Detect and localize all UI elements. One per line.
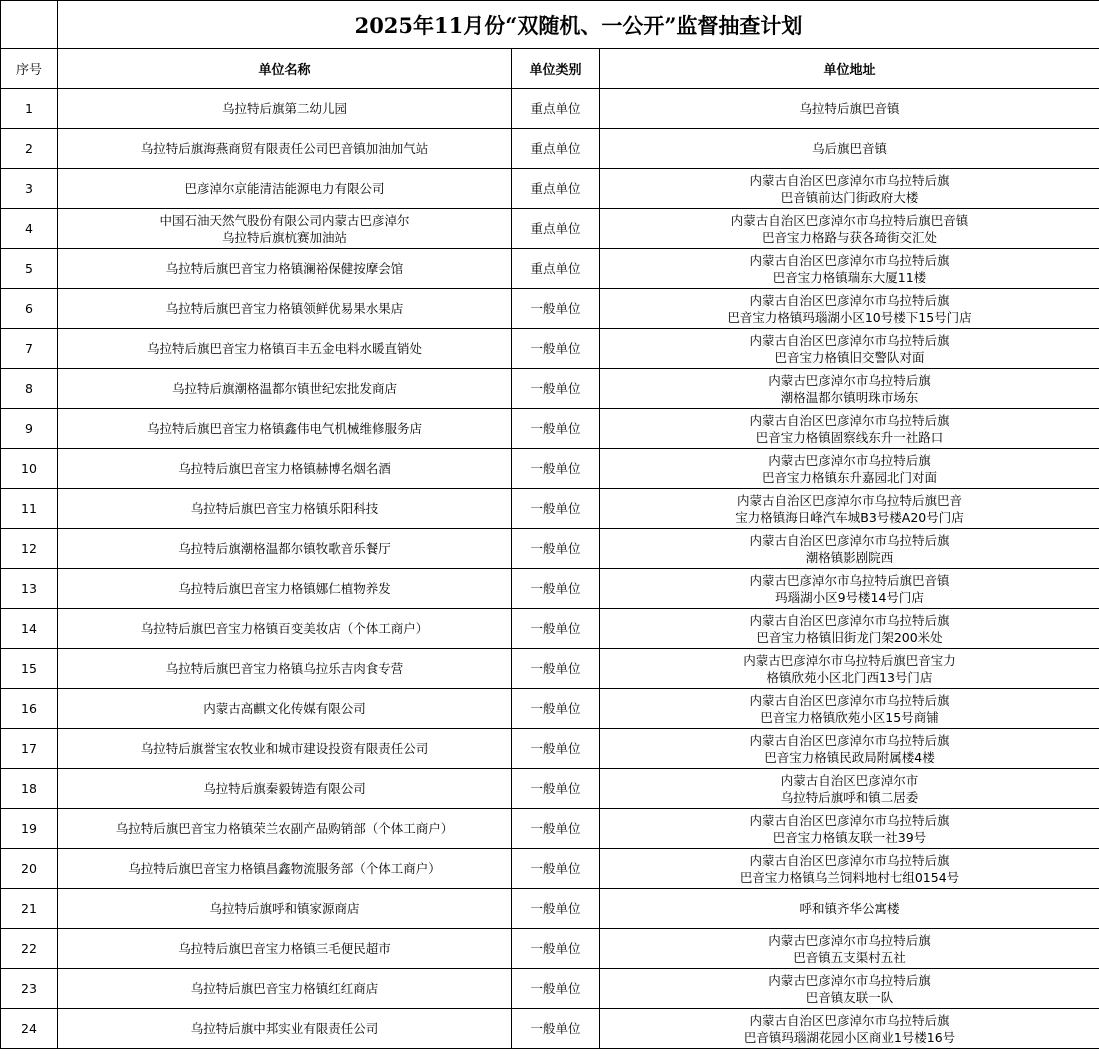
unit-address-cell[interactable] <box>600 249 1099 289</box>
table-row <box>1 609 1099 649</box>
table-row <box>1 89 1099 129</box>
unit-address-line: 巴音宝力格路与获各琦街交汇处 <box>761 229 937 245</box>
unit-category-cell[interactable]: 一般单位 <box>512 969 600 1009</box>
table-row <box>1 489 1099 529</box>
unit-address-line: 内蒙古巴彦淖尔市乌拉特后旗 <box>768 972 931 988</box>
unit-category-cell[interactable]: 重点单位 <box>512 169 600 209</box>
unit-category-cell[interactable]: 一般单位 <box>512 689 600 729</box>
unit-address-line: 巴音镇前达门街政府大楼 <box>780 189 919 205</box>
unit-address-line: 巴音宝力格镇乌兰饲料地村七组0154号 <box>739 869 960 885</box>
unit-name-line: 乌拉特后旗巴音宝力格镇领鲜优易果水果店 <box>165 301 404 316</box>
unit-address-line: 内蒙古巴彦淖尔市乌拉特后旗 <box>768 452 931 468</box>
unit-name-cell[interactable] <box>58 569 512 609</box>
unit-address-line: 巴音宝力格镇友联一社39号 <box>772 829 927 845</box>
column-header-address[interactable]: 单位地址 <box>600 49 1099 89</box>
seq-cell[interactable]: 15 <box>1 649 58 689</box>
unit-address-cell[interactable] <box>600 889 1099 929</box>
unit-address-line: 内蒙古自治区巴彦淖尔市乌拉特后旗 <box>749 332 950 348</box>
unit-category-cell[interactable]: 一般单位 <box>512 609 600 649</box>
table-row <box>1 1009 1099 1049</box>
unit-address-cell[interactable] <box>600 329 1099 369</box>
unit-name-line: 巴彦淖尔京能清洁能源电力有限公司 <box>184 181 385 196</box>
unit-address-line: 巴音镇五支渠村五社 <box>793 949 906 965</box>
table-row <box>1 809 1099 849</box>
seq-cell[interactable]: 22 <box>1 929 58 969</box>
seq-cell[interactable]: 21 <box>1 889 58 929</box>
table-row <box>1 369 1099 409</box>
unit-address-line: 巴音镇友联一队 <box>805 989 894 1005</box>
header-row <box>1 49 1099 89</box>
unit-address-cell[interactable] <box>600 969 1099 1009</box>
unit-name-cell[interactable] <box>58 889 512 929</box>
unit-name-line: 乌拉特后旗巴音宝力格镇娜仁植物养发 <box>178 581 391 596</box>
unit-address-line: 潮格镇影剧院西 <box>805 549 894 565</box>
unit-name-cell[interactable] <box>58 769 512 809</box>
unit-address-cell[interactable] <box>600 769 1099 809</box>
unit-category-cell[interactable]: 一般单位 <box>512 289 600 329</box>
table-row <box>1 129 1099 169</box>
seq-cell[interactable]: 4 <box>1 209 58 249</box>
unit-address-line: 宝力格镇海日峰汽车城B3号楼A20号门店 <box>735 509 964 525</box>
unit-name-line: 乌拉特后旗巴音宝力格镇百变美妆店（个体工商户） <box>140 621 429 636</box>
unit-address-cell[interactable] <box>600 689 1099 729</box>
unit-address-line: 内蒙古自治区巴彦淖尔市乌拉特后旗 <box>749 412 950 428</box>
unit-name-line: 乌拉特后旗巴音宝力格镇昌鑫物流服务部（个体工商户） <box>128 861 441 876</box>
unit-name-line: 乌拉特后旗杭赛加油站 <box>221 229 347 245</box>
unit-address-line: 巴音宝力格镇旧交警队对面 <box>774 349 925 365</box>
unit-category-cell[interactable]: 一般单位 <box>512 729 600 769</box>
unit-name-cell[interactable] <box>58 649 512 689</box>
column-header-seq[interactable]: 序号 <box>1 49 58 89</box>
table-row <box>1 769 1099 809</box>
seq-cell[interactable]: 2 <box>1 129 58 169</box>
unit-name-line: 乌拉特后旗巴音宝力格镇三毛便民超市 <box>178 941 391 956</box>
seq-cell[interactable]: 24 <box>1 1009 58 1049</box>
unit-address-line: 内蒙古自治区巴彦淖尔市乌拉特后旗 <box>749 612 950 628</box>
unit-category-cell[interactable]: 一般单位 <box>512 889 600 929</box>
unit-address-cell[interactable] <box>600 849 1099 889</box>
unit-address-cell[interactable] <box>600 89 1099 129</box>
unit-address-line: 乌后旗巴音镇 <box>811 141 887 156</box>
unit-address-line: 巴音宝力格镇玛瑙湖小区10号楼下15号门店 <box>727 309 972 325</box>
unit-address-line: 巴音镇玛瑙湖花园小区商业1号楼16号 <box>743 1029 956 1045</box>
seq-cell[interactable]: 20 <box>1 849 58 889</box>
unit-address-cell[interactable] <box>600 369 1099 409</box>
unit-name-cell[interactable] <box>58 209 512 249</box>
unit-name-cell[interactable] <box>58 729 512 769</box>
unit-address-cell[interactable] <box>600 569 1099 609</box>
unit-address-line: 玛瑙湖小区9号楼14号门店 <box>775 589 924 605</box>
unit-address-line: 巴音宝力格镇瑞东大厦11楼 <box>772 269 927 285</box>
unit-address-cell[interactable] <box>600 209 1099 249</box>
unit-address-line: 内蒙古自治区巴彦淖尔市乌拉特后旗 <box>749 692 950 708</box>
seq-cell[interactable]: 3 <box>1 169 58 209</box>
table-row <box>1 209 1099 249</box>
unit-address-cell[interactable] <box>600 129 1099 169</box>
unit-name-line: 乌拉特后旗巴音宝力格镇乌拉乐吉肉食专营 <box>165 661 404 676</box>
seq-cell[interactable]: 19 <box>1 809 58 849</box>
unit-name-line: 乌拉特后旗潮格温都尔镇牧歌音乐餐厅 <box>178 541 391 556</box>
unit-name-cell[interactable] <box>58 1009 512 1049</box>
unit-name-cell[interactable] <box>58 849 512 889</box>
unit-name-cell[interactable] <box>58 969 512 1009</box>
unit-address-line: 乌拉特后旗呼和镇二居委 <box>780 789 919 805</box>
unit-address-line: 巴音宝力格镇旧街龙门架200米处 <box>756 629 943 645</box>
seq-cell[interactable]: 23 <box>1 969 58 1009</box>
unit-category-cell[interactable]: 一般单位 <box>512 329 600 369</box>
unit-name-cell[interactable] <box>58 929 512 969</box>
unit-name-cell[interactable] <box>58 689 512 729</box>
unit-address-cell[interactable] <box>600 409 1099 449</box>
unit-name-line: 乌拉特后旗秦毅铸造有限公司 <box>203 781 366 796</box>
unit-address-cell[interactable] <box>600 929 1099 969</box>
unit-address-cell[interactable] <box>600 529 1099 569</box>
unit-name-line: 中国石油天然气股份有限公司内蒙古巴彦淖尔 <box>159 212 410 228</box>
unit-name-line: 乌拉特后旗中邦实业有限责任公司 <box>190 1021 379 1036</box>
title-corner-cell[interactable] <box>1 1 58 49</box>
table-row <box>1 929 1099 969</box>
unit-address-line: 内蒙古自治区巴彦淖尔市乌拉特后旗巴音镇 <box>730 212 969 228</box>
unit-address-line: 内蒙古自治区巴彦淖尔市乌拉特后旗 <box>749 292 950 308</box>
seq-cell[interactable]: 18 <box>1 769 58 809</box>
unit-address-cell[interactable] <box>600 649 1099 689</box>
unit-name-cell[interactable] <box>58 489 512 529</box>
table-row <box>1 529 1099 569</box>
unit-category-cell[interactable]: 一般单位 <box>512 569 600 609</box>
unit-name-cell[interactable] <box>58 249 512 289</box>
unit-address-line: 乌拉特后旗巴音镇 <box>799 101 900 116</box>
unit-category-cell[interactable]: 一般单位 <box>512 449 600 489</box>
unit-category-cell[interactable]: 重点单位 <box>512 249 600 289</box>
unit-name-line: 乌拉特后旗海燕商贸有限责任公司巴音镇加油加气站 <box>140 141 429 156</box>
seq-cell[interactable]: 14 <box>1 609 58 649</box>
unit-category-cell[interactable]: 重点单位 <box>512 209 600 249</box>
unit-name-cell[interactable] <box>58 809 512 849</box>
seq-cell[interactable]: 11 <box>1 489 58 529</box>
unit-address-cell[interactable] <box>600 489 1099 529</box>
unit-name-cell[interactable] <box>58 329 512 369</box>
unit-name-line: 乌拉特后旗巴音宝力格镇荣兰农副产品购销部（个体工商户） <box>115 821 454 836</box>
column-header-name[interactable]: 单位名称 <box>58 49 512 89</box>
unit-category-cell[interactable]: 一般单位 <box>512 849 600 889</box>
seq-cell[interactable]: 8 <box>1 369 58 409</box>
table-row <box>1 729 1099 769</box>
column-header-category[interactable]: 单位类别 <box>512 49 600 89</box>
unit-name-cell[interactable] <box>58 169 512 209</box>
unit-category-cell[interactable]: 重点单位 <box>512 89 600 129</box>
table-row <box>1 289 1099 329</box>
unit-category-cell[interactable]: 一般单位 <box>512 529 600 569</box>
unit-address-line: 格镇欣苑小区北门西13号门店 <box>766 669 933 685</box>
unit-category-cell[interactable]: 一般单位 <box>512 769 600 809</box>
unit-name-line: 乌拉特后旗巴音宝力格镇乐阳科技 <box>190 501 379 516</box>
unit-address-line: 呼和镇齐华公寓楼 <box>799 901 900 916</box>
unit-name-line: 乌拉特后旗巴音宝力格镇百丰五金电料水暖直销处 <box>146 341 422 356</box>
unit-address-line: 内蒙古自治区巴彦淖尔市乌拉特后旗 <box>749 812 950 828</box>
unit-category-cell[interactable]: 一般单位 <box>512 929 600 969</box>
unit-address-cell[interactable] <box>600 609 1099 649</box>
unit-name-cell[interactable] <box>58 609 512 649</box>
table-row <box>1 409 1099 449</box>
unit-category-cell[interactable]: 一般单位 <box>512 409 600 449</box>
unit-category-cell[interactable]: 一般单位 <box>512 809 600 849</box>
seq-cell[interactable]: 10 <box>1 449 58 489</box>
unit-name-cell[interactable] <box>58 289 512 329</box>
unit-category-cell[interactable]: 一般单位 <box>512 649 600 689</box>
unit-category-cell[interactable]: 一般单位 <box>512 1009 600 1049</box>
table-row <box>1 969 1099 1009</box>
unit-address-line: 内蒙古巴彦淖尔市乌拉特后旗巴音镇 <box>749 572 950 588</box>
unit-name-cell[interactable] <box>58 369 512 409</box>
seq-cell[interactable]: 1 <box>1 89 58 129</box>
unit-name-line: 乌拉特后旗潮格温都尔镇世纪宏批发商店 <box>171 381 397 396</box>
unit-name-cell[interactable] <box>58 449 512 489</box>
unit-name-line: 乌拉特后旗巴音宝力格镇赫博名烟名酒 <box>178 461 391 476</box>
table-row <box>1 649 1099 689</box>
unit-name-cell[interactable] <box>58 409 512 449</box>
table-row <box>1 169 1099 209</box>
unit-name-line: 乌拉特后旗巴音宝力格镇澜裕保健按摩会馆 <box>165 261 404 276</box>
unit-address-line: 内蒙古自治区巴彦淖尔市乌拉特后旗 <box>749 1012 950 1028</box>
table-row <box>1 689 1099 729</box>
seq-cell[interactable]: 13 <box>1 569 58 609</box>
unit-name-line: 乌拉特后旗巴音宝力格镇红红商店 <box>190 981 379 996</box>
seq-cell[interactable]: 5 <box>1 249 58 289</box>
seq-cell[interactable]: 16 <box>1 689 58 729</box>
unit-address-cell[interactable] <box>600 169 1099 209</box>
unit-name-cell[interactable] <box>58 89 512 129</box>
unit-name-line: 内蒙古高麒文化传媒有限公司 <box>203 701 366 716</box>
unit-address-line: 巴音宝力格镇民政局附属楼4楼 <box>764 749 935 765</box>
unit-address-line: 内蒙古自治区巴彦淖尔市乌拉特后旗 <box>749 252 950 268</box>
table-row <box>1 329 1099 369</box>
unit-address-cell[interactable] <box>600 809 1099 849</box>
unit-address-cell[interactable] <box>600 729 1099 769</box>
unit-name-line: 乌拉特后旗巴音宝力格镇鑫伟电气机械维修服务店 <box>146 421 422 436</box>
table-row <box>1 449 1099 489</box>
unit-category-cell[interactable]: 一般单位 <box>512 489 600 529</box>
unit-address-line: 巴音宝力格镇固察线东升一社路口 <box>755 429 944 445</box>
table-row <box>1 889 1099 929</box>
sheet-title[interactable]: 2025年11月份“双随机、一公开”监督抽查计划 <box>58 1 1099 49</box>
unit-address-line: 巴音宝力格镇东升嘉园北门对面 <box>761 469 937 485</box>
unit-name-cell[interactable] <box>58 529 512 569</box>
unit-category-cell[interactable]: 重点单位 <box>512 129 600 169</box>
unit-name-line: 乌拉特后旗誉宝农牧业和城市建设投资有限责任公司 <box>140 741 429 756</box>
title-row <box>1 1 1099 49</box>
unit-address-line: 内蒙古自治区巴彦淖尔市乌拉特后旗巴音 <box>736 492 962 508</box>
seq-cell[interactable]: 6 <box>1 289 58 329</box>
unit-address-line: 内蒙古自治区巴彦淖尔市乌拉特后旗 <box>749 732 950 748</box>
seq-cell[interactable]: 9 <box>1 409 58 449</box>
unit-address-line: 潮格温都尔镇明珠市场东 <box>780 389 919 405</box>
seq-cell[interactable]: 7 <box>1 329 58 369</box>
seq-cell[interactable]: 17 <box>1 729 58 769</box>
unit-name-line: 乌拉特后旗第二幼儿园 <box>221 101 347 116</box>
unit-address-cell[interactable] <box>600 1009 1099 1049</box>
table-row <box>1 249 1099 289</box>
seq-cell[interactable]: 12 <box>1 529 58 569</box>
unit-category-cell[interactable]: 一般单位 <box>512 369 600 409</box>
unit-address-line: 内蒙古巴彦淖尔市乌拉特后旗 <box>768 372 931 388</box>
unit-address-line: 内蒙古巴彦淖尔市乌拉特后旗 <box>768 932 931 948</box>
unit-name-cell[interactable] <box>58 129 512 169</box>
table-row <box>1 849 1099 889</box>
unit-address-line: 内蒙古巴彦淖尔市乌拉特后旗巴音宝力 <box>743 652 956 668</box>
unit-address-line: 内蒙古自治区巴彦淖尔市乌拉特后旗 <box>749 172 950 188</box>
table-row <box>1 569 1099 609</box>
unit-address-cell[interactable] <box>600 289 1099 329</box>
unit-address-line: 内蒙古自治区巴彦淖尔市乌拉特后旗 <box>749 852 950 868</box>
unit-address-line: 内蒙古自治区巴彦淖尔市乌拉特后旗 <box>749 532 950 548</box>
unit-address-line: 巴音宝力格镇欣苑小区15号商铺 <box>760 709 939 725</box>
unit-name-line: 乌拉特后旗呼和镇家源商店 <box>209 901 360 916</box>
unit-address-cell[interactable] <box>600 449 1099 489</box>
unit-address-line: 内蒙古自治区巴彦淖尔市 <box>780 772 919 788</box>
